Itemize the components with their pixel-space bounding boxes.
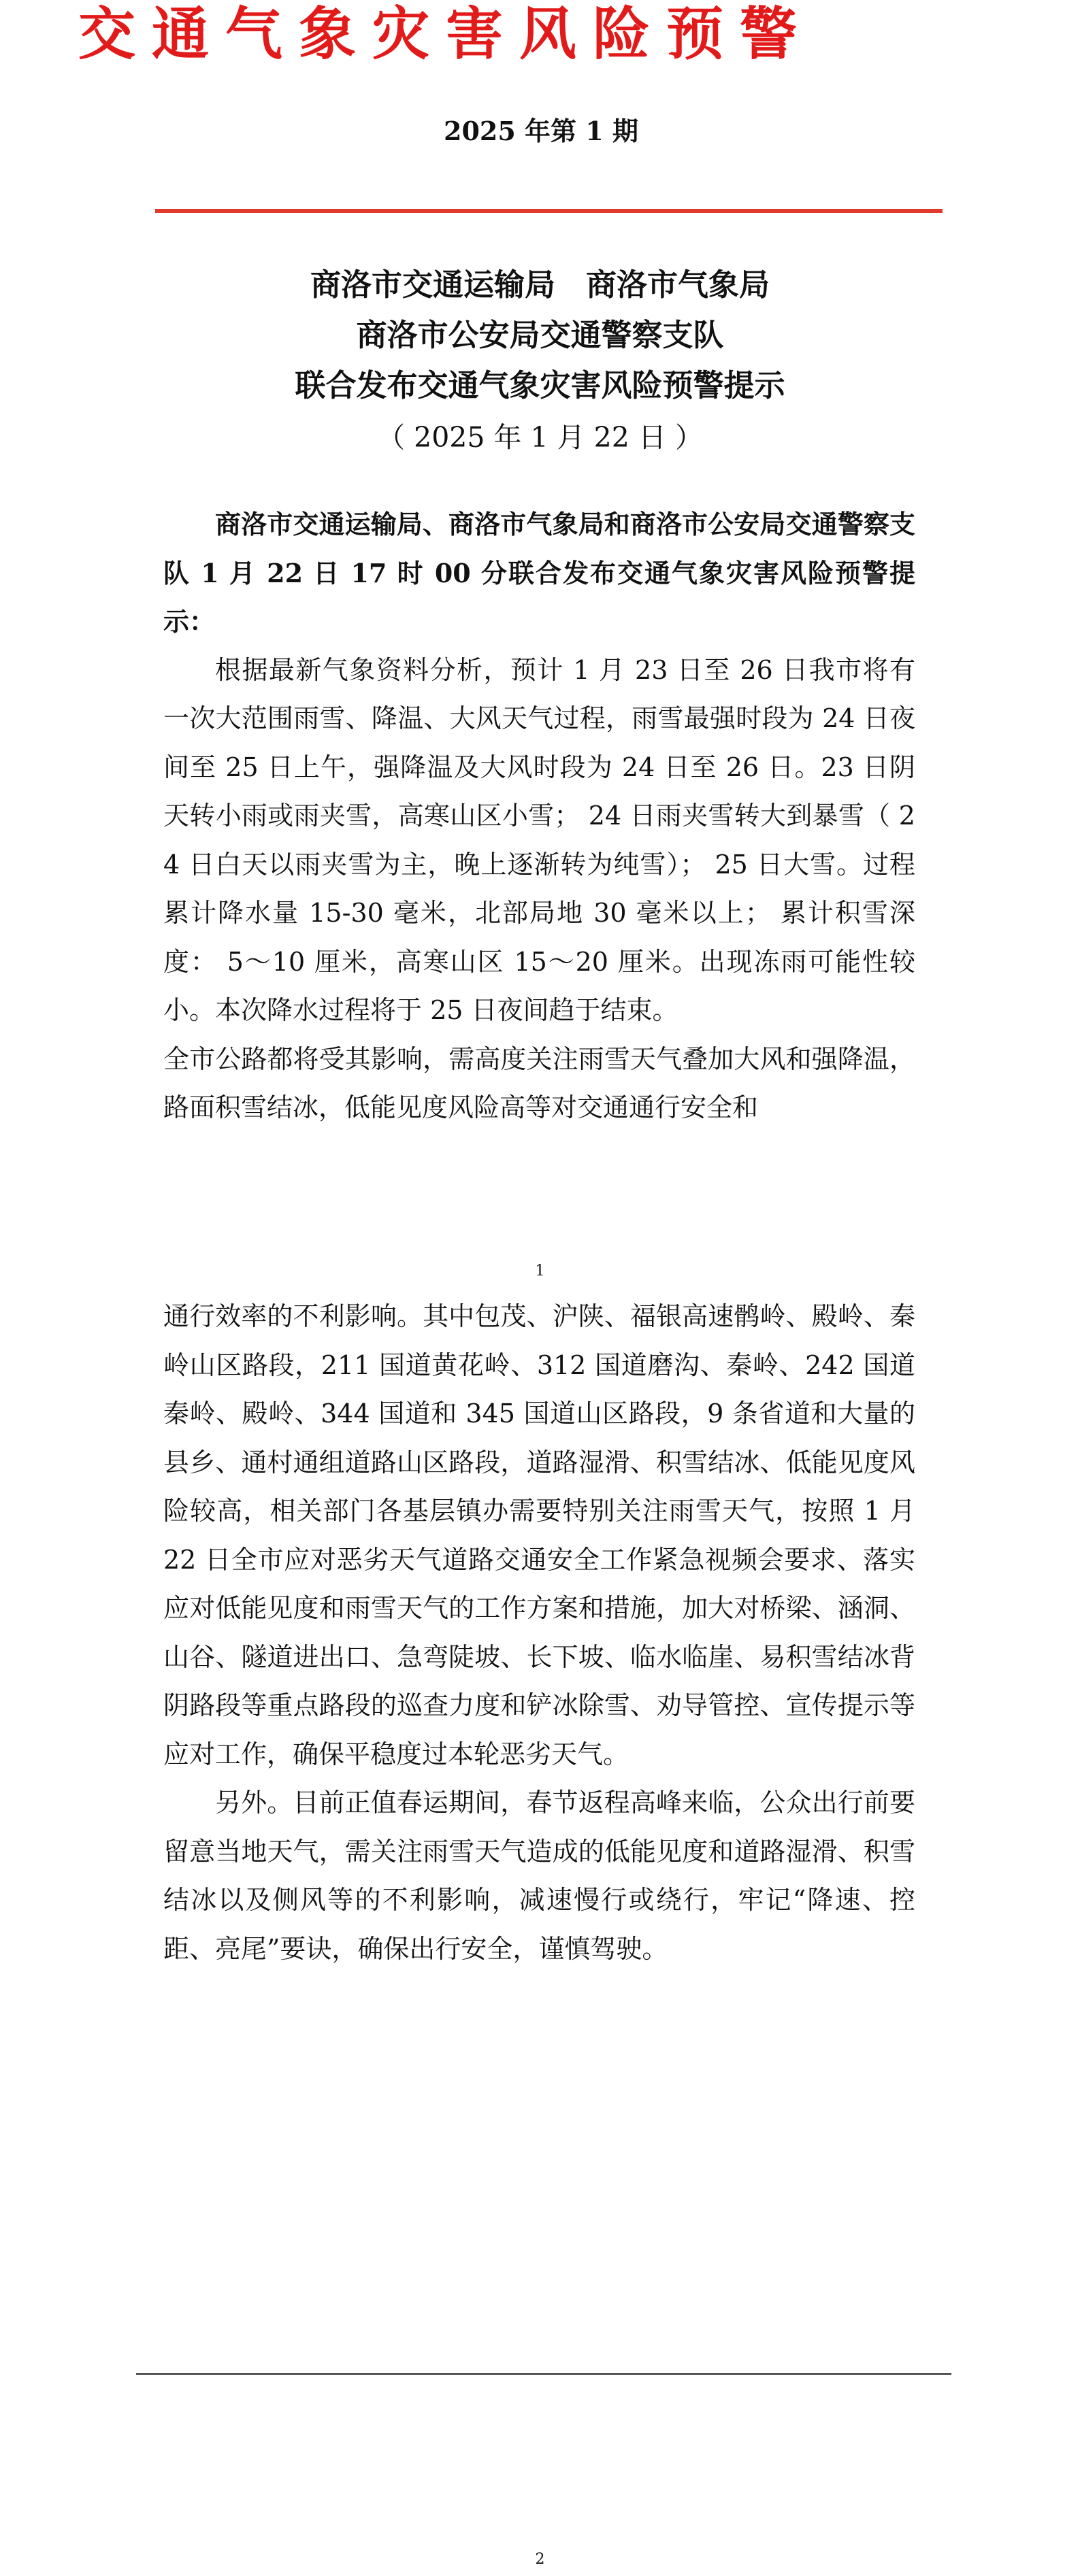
issue-number: 2025 年第 1 期 xyxy=(444,116,638,146)
footer-divider xyxy=(136,2373,951,2375)
page-number-2: 2 xyxy=(535,2551,545,2568)
travel-advice-paragraph: 另外。目前正值春运期间，春节返程高峰来临，公众出行前要留意当地天气，需关注雨雪天气造成的低能见度和道路湿滑、积雪结冰以及侧风等的不利影响，减速慢行或绕行，牢记“降速、控距、亮尾”要诀，确保出行安全，谨慎驾驶。 xyxy=(163,1788,915,1964)
title-police-line: 商洛市公安局交通警察支队 xyxy=(356,317,724,353)
intro-paragraph: 商洛市交通运输局、商洛市气象局和商洛市公安局交通警察支队 1 月 22 日 17 时 00 分联合发布交通气象灾害风险预警提示： xyxy=(163,509,915,637)
impact-paragraph-continued: 通行效率的不利影响。其中包茂、沪陕、福银高速鹘岭、殿岭、秦岭山区路段，211 国道黄花岭、312 国道磨沟、秦岭、242 国道秦岭、殿岭、344 国道和 345 国道山区路段，9 条省道和大量的县乡、通村通组道路山区路段，道路湿滑、积雪结冰、低能见度风险较高，相关部门各基层镇办需要特别关注雨雪天气，按照 1 月 22 日全市应对恶劣天气道路交通安全工作紧急视频会要求、落实应对低能见度和雨雪天气的工作方案和措施，加大对桥梁、涵洞、山谷、隧道进出口、急弯陡坡、长下坡、临水临崖、易积雪结冰背阴路段等重点路段的巡查力度和铲冰除雪、劝导管控、宣传提示等应对工作，确保平稳度过本轮恶劣天气。 xyxy=(163,1301,915,1769)
document-title-block xyxy=(0,260,1080,461)
impact-paragraph-start: 全市公路都将受其影响，需高度关注雨雪天气叠加大风和强降温，路面积雪结冰，低能见度风险高等对交通通行安全和 xyxy=(163,1043,915,1122)
page2-body xyxy=(163,1292,915,1973)
title-subject-line: 联合发布交通气象灾害风险预警提示 xyxy=(295,367,785,403)
forecast-paragraph: 根据最新气象资料分析，预计 1 月 23 日至 26 日我市将有一次大范围雨雪、降温、大风天气过程，雨雪最强时段为 24 日夜间至 25 日上午，强降温及大风时段为 24 日至 26 日。23 日阴天转小雨或雨夹雪，高寒山区小雪； 24 日雨夹雪转大到暴雪（ 24 日白天以雨夹雪为主，晚上逐渐转为纯雪）； 25 日大雪。过程累计降水量 15-30 毫米，北部局地 30 毫米以上； 累计积雪深度： 5～10 厘米，高寒山区 15～20 厘米。出现冻雨可能性较小。本次降水过程将于 25 日夜间趋于结束。 xyxy=(163,654,915,1025)
red-divider xyxy=(155,209,943,213)
title-issuers-line: 商洛市交通运输局 商洛市气象局 xyxy=(310,267,770,303)
masthead-title: 交通气象灾害风险预警 xyxy=(78,0,813,67)
page1-body xyxy=(163,500,915,1133)
page-number-1: 1 xyxy=(535,1262,545,1279)
title-date: （ 2025 年 1 月 22 日 ） xyxy=(377,421,703,454)
